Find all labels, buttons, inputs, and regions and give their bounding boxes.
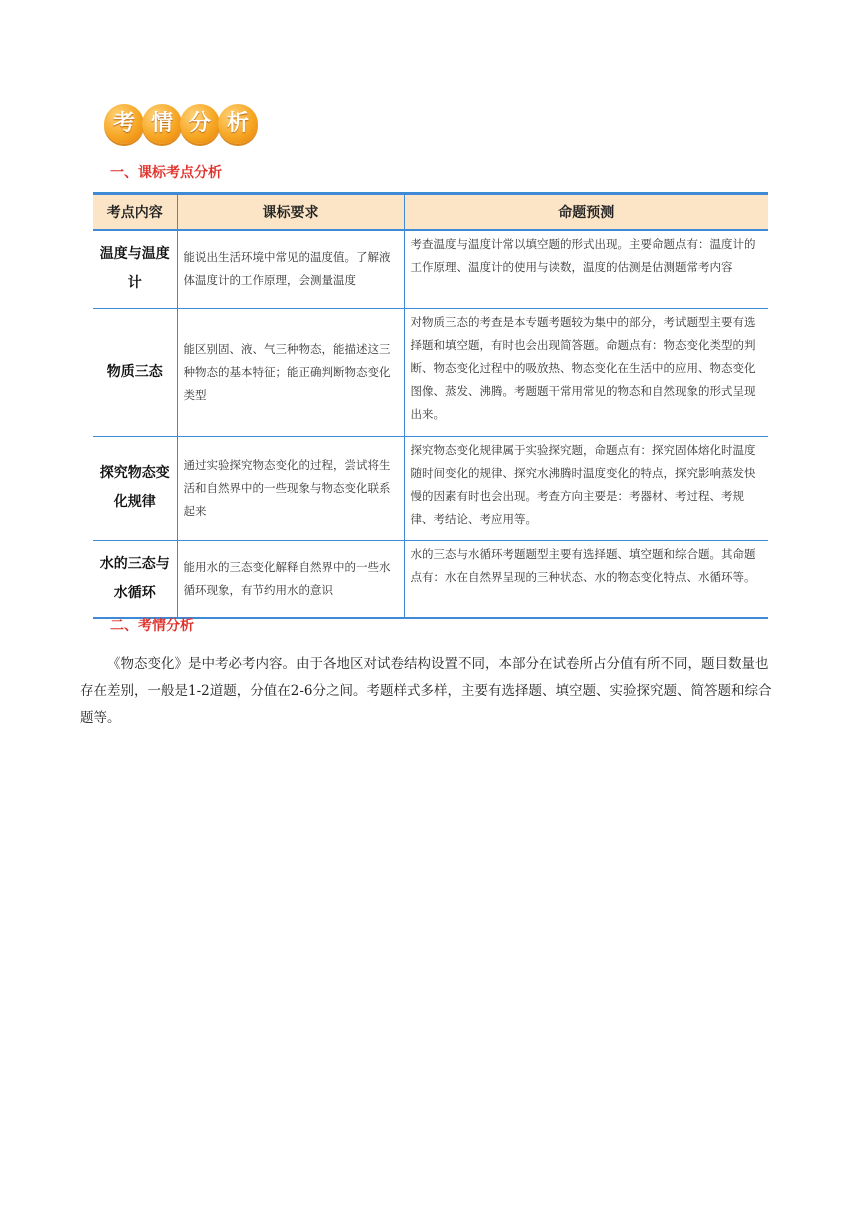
- column-header: 命题预测: [404, 194, 768, 231]
- section2-heading: 二、考情分析: [110, 618, 194, 634]
- banner-char: 分: [180, 104, 220, 144]
- column-header: 课标要求: [177, 194, 404, 231]
- topic-cell: 物质三态: [93, 308, 177, 436]
- column-header: 考点内容: [93, 194, 177, 231]
- topic-cell: 水的三态与水循环: [93, 540, 177, 618]
- banner-char: 情: [142, 104, 182, 144]
- banner-char: 考: [104, 104, 144, 144]
- prediction-cell: 探究物态变化规律属于实验探究题，命题点有：探究固体熔化时温度随时间变化的规律、探究水沸腾时温度变化的特点，探究影响蒸发快慢的因素有时也会出现。考查方向主要是：考器材、考过程、考规律、考结论、考应用等。: [404, 436, 768, 540]
- topic-cell: 温度与温度计: [93, 230, 177, 308]
- table-row: [93, 540, 768, 618]
- prediction-cell: 水的三态与水循环考题题型主要有选择题、填空题和综合题。其命题点有：水在自然界呈现的三种状态、水的物态变化特点、水循环等。: [404, 540, 768, 618]
- requirement-cell: 能说出生活环境中常见的温度值。了解液体温度计的工作原理，会测量温度: [177, 230, 404, 308]
- requirement-cell: 能区别固、液、气三种物态，能描述这三种物态的基本特征；能正确判断物态变化类型: [177, 308, 404, 436]
- prediction-cell: 对物质三态的考查是本专题考题较为集中的部分，考试题型主要有选择题和填空题，有时也会出现简答题。命题点有：物态变化类型的判断、物态变化过程中的吸放热、物态变化在生活中的应用、物态变化图像、蒸发、沸腾。考题题干常用常见的物态和自然现象的形式呈现出来。: [404, 308, 768, 436]
- table-row: [93, 230, 768, 308]
- table-row: [93, 308, 768, 436]
- exam-points-table: [93, 192, 768, 619]
- table-row: [93, 436, 768, 540]
- prediction-cell: 考查温度与温度计常以填空题的形式出现。主要命题点有：温度计的工作原理、温度计的使用与读数，温度的估测是估测题常考内容: [404, 230, 768, 308]
- table-header-row: [93, 194, 768, 231]
- section-banner: [104, 101, 264, 151]
- banner-char: 析: [218, 104, 258, 144]
- analysis-paragraph: 《物态变化》是中考必考内容。由于各地区对试卷结构设置不同，本部分在试卷所占分值有所不同，题目数量也存在差别，一般是1-2道题，分值在2-6分之间。考题样式多样，主要有选择题、填空题、实验探究题、简答题和综合题等。: [80, 655, 772, 726]
- requirement-cell: 通过实验探究物态变化的过程，尝试将生活和自然界中的一些现象与物态变化联系起来: [177, 436, 404, 540]
- section1-heading: 一、课标考点分析: [110, 165, 222, 181]
- requirement-cell: 能用水的三态变化解释自然界中的一些水循环现象，有节约用水的意识: [177, 540, 404, 618]
- topic-cell: 探究物态变化规律: [93, 436, 177, 540]
